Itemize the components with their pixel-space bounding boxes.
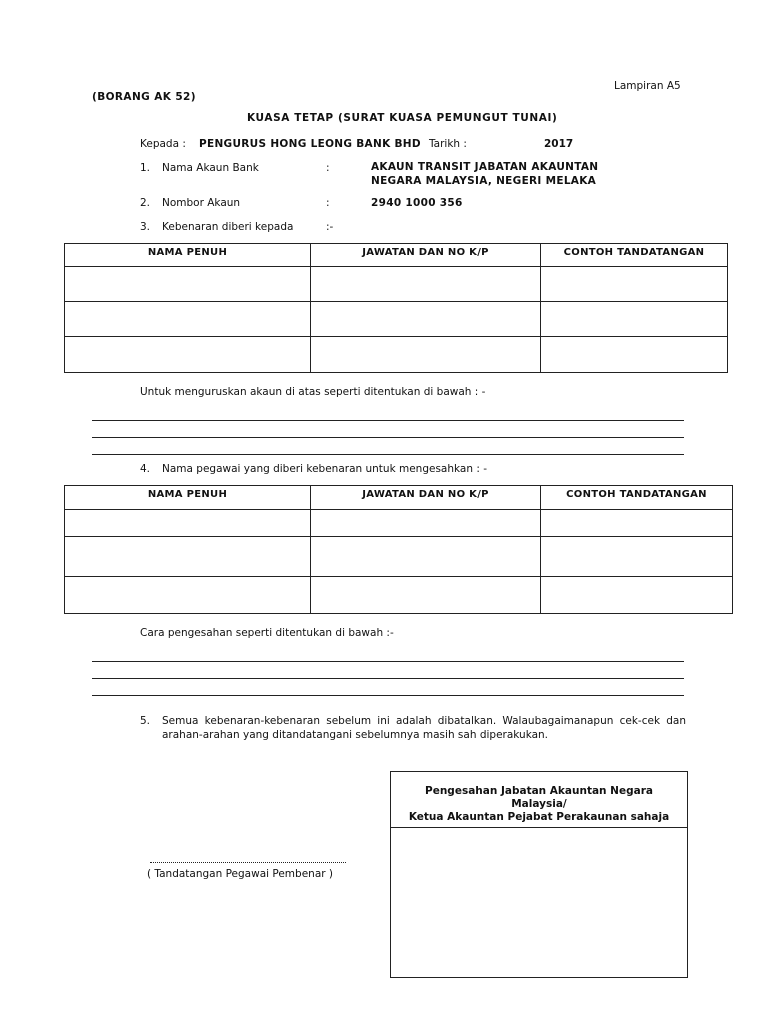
pengesahan-line1: Pengesahan Jabatan Akauntan Negara	[425, 785, 653, 797]
table2-cell[interactable]	[65, 577, 311, 614]
item-1-separator: :	[326, 162, 330, 174]
table1-cell[interactable]	[311, 337, 541, 373]
item-5-number: 5.	[140, 715, 151, 727]
table1-cell[interactable]	[541, 267, 728, 302]
page-title: KUASA TETAP (SURAT KUASA PEMUNGUT TUNAI)	[247, 112, 558, 124]
item-4-number: 4.	[140, 463, 151, 475]
table2-cell[interactable]	[541, 537, 733, 577]
table-row	[65, 337, 728, 373]
item-1-label: Nama Akaun Bank	[162, 162, 259, 174]
tarikh-label: Tarikh :	[429, 138, 467, 150]
table-row	[65, 510, 733, 537]
table2-header-contoh: CONTOH TANDATANGAN	[541, 486, 733, 510]
signature-line[interactable]	[150, 862, 346, 863]
kepada-value: PENGURUS HONG LEONG BANK BHD	[199, 138, 421, 150]
table-pengesahan	[64, 485, 733, 614]
item-4-label: Nama pegawai yang diberi kebenaran untuk mengesahkan : -	[162, 463, 488, 475]
table-row	[65, 302, 728, 337]
table1-header-contoh: CONTOH TANDATANGAN	[541, 244, 728, 267]
table2-cell[interactable]	[541, 577, 733, 614]
table1-cell[interactable]	[65, 267, 311, 302]
table2-cell[interactable]	[541, 510, 733, 537]
table2-cell[interactable]	[311, 510, 541, 537]
item-2-label: Nombor Akaun	[162, 197, 241, 209]
table2-header-nama: NAMA PENUH	[65, 486, 311, 510]
blank-line[interactable]	[92, 437, 684, 438]
blank-line[interactable]	[92, 678, 684, 679]
item-1-number: 1.	[140, 162, 151, 174]
pengesahan-line3: Ketua Akauntan Pejabat Perakaunan sahaja	[408, 811, 670, 823]
table2-cell[interactable]	[311, 537, 541, 577]
text-urus: Untuk menguruskan akaun di atas seperti ditentukan di bawah : -	[140, 386, 486, 398]
table-row	[65, 577, 733, 614]
table1-cell[interactable]	[541, 337, 728, 373]
table1-cell[interactable]	[65, 337, 311, 373]
kepada-label: Kepada :	[140, 138, 186, 150]
table2-cell[interactable]	[65, 537, 311, 577]
lampiran-label: Lampiran A5	[614, 80, 681, 92]
table-row	[65, 267, 728, 302]
item-3-separator: :-	[326, 221, 334, 233]
table1-cell[interactable]	[311, 267, 541, 302]
table1-header-jawatan: JAWATAN DAN NO K/P	[311, 244, 541, 267]
table1-cell[interactable]	[541, 302, 728, 337]
table1-header-nama: NAMA PENUH	[65, 244, 311, 267]
table1-cell[interactable]	[65, 302, 311, 337]
table2-cell[interactable]	[311, 577, 541, 614]
item-3-label: Kebenaran diberi kepada	[162, 221, 294, 233]
pengesahan-signature-area[interactable]	[391, 828, 687, 976]
item-3-number: 3.	[140, 221, 151, 233]
blank-line[interactable]	[92, 420, 684, 421]
item-2-separator: :	[326, 197, 330, 209]
table1-cell[interactable]	[311, 302, 541, 337]
item-5-text: Semua kebenaran-kebenaran sebelum ini adalah dibatalkan. Walaubagaimanapun cek-cek dan arahan-arahan yang ditandatangani sebelumnya masih sah diperakukan.	[162, 715, 686, 741]
item-1-value-line1: AKAUN TRANSIT JABATAN AKAUNTAN	[371, 161, 599, 173]
blank-line[interactable]	[92, 454, 684, 455]
table2-header-jawatan: JAWATAN DAN NO K/P	[311, 486, 541, 510]
item-2-number: 2.	[140, 197, 151, 209]
blank-line[interactable]	[92, 695, 684, 696]
table2-cell[interactable]	[65, 510, 311, 537]
table-row	[65, 537, 733, 577]
pengesahan-line2: Malaysia/	[511, 798, 567, 810]
signature-label: ( Tandatangan Pegawai Pembenar )	[147, 868, 334, 880]
table-kebenaran	[64, 243, 728, 373]
blank-line[interactable]	[92, 661, 684, 662]
pengesahan-box	[390, 771, 688, 978]
item-2-value: 2940 1000 356	[371, 197, 463, 209]
tarikh-value: 2017	[544, 138, 574, 150]
text-cara: Cara pengesahan seperti ditentukan di bawah :-	[140, 627, 394, 639]
pengesahan-header	[391, 772, 687, 828]
borang-code: (BORANG AK 52)	[92, 91, 196, 103]
item-1-value-line2: NEGARA MALAYSIA, NEGERI MELAKA	[371, 175, 597, 187]
